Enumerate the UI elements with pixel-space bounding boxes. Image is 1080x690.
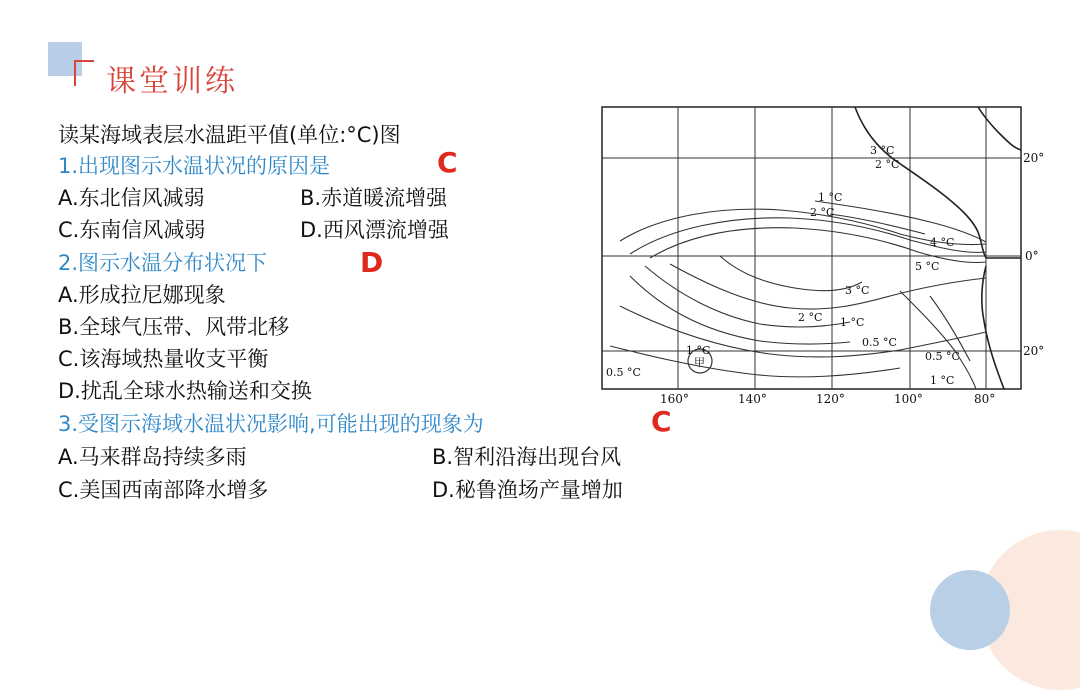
question-3-option-a: A.马来群岛持续多雨 — [58, 445, 247, 469]
latitude-label: 0° — [1025, 249, 1039, 263]
question-1-option-c: C.东南信风减弱 — [58, 218, 206, 242]
intro-text: 读某海域表层水温距平值(单位:°C)图 — [58, 123, 401, 147]
question-1-stem: 1.出现图示水温状况的原因是 — [58, 154, 331, 178]
isotherm-label: 0.5 °C — [606, 366, 641, 379]
question-2-stem: 2.图示水温分布状况下 — [58, 251, 268, 275]
title-bracket — [74, 60, 94, 86]
question-2-option-c: C.该海域热量收支平衡 — [58, 347, 269, 371]
longitude-label: 160° — [660, 392, 689, 406]
isotherm-label: 1 °C — [930, 374, 955, 387]
isotherm-label: 1 °C — [840, 316, 865, 329]
isotherm-label: 1 °C — [686, 344, 711, 357]
question-1-option-b: B.赤道暖流增强 — [300, 186, 448, 210]
isotherm-label: 3 °C — [870, 144, 895, 157]
question-2-answer: D — [360, 246, 384, 279]
isotherm-label: 0.5 °C — [862, 336, 897, 349]
question-1-option-d: D.西风漂流增强 — [300, 218, 449, 242]
question-2-option-a: A.形成拉尼娜现象 — [58, 283, 226, 307]
question-3-answer: C — [651, 405, 672, 438]
isotherm-label: 2 °C — [810, 206, 835, 219]
question-3-stem: 3.受图示海域水温状况影响,可能出现的现象为 — [58, 412, 484, 436]
longitude-labels — [660, 392, 995, 406]
isotherm-label: 2 °C — [875, 158, 900, 171]
page-title: 课堂训练 — [106, 64, 238, 99]
latitude-label: 20° — [1023, 344, 1045, 358]
point-label: 甲 — [694, 356, 705, 369]
isotherm-label: 4 °C — [930, 236, 955, 249]
decorative-circle-blue — [930, 570, 1010, 650]
isotherm-label: 2 °C — [798, 311, 823, 324]
isotherm-label: 5 °C — [915, 260, 940, 273]
isotherm-label: 0.5 °C — [925, 350, 960, 363]
question-2-option-b: B.全球气压带、风带北移 — [58, 315, 290, 339]
longitude-label: 100° — [894, 392, 923, 406]
isotherm-label: 1 °C — [818, 191, 843, 204]
latitude-labels — [1023, 151, 1044, 358]
longitude-label: 120° — [816, 392, 845, 406]
question-3-option-b: B.智利沿海出现台风 — [432, 445, 622, 469]
isotherm-label: 3 °C — [845, 284, 870, 297]
question-3-option-c: C.美国西南部降水增多 — [58, 478, 269, 502]
question-1-answer: C — [437, 146, 458, 179]
latitude-label: 20° — [1023, 151, 1045, 165]
question-3-option-d: D.秘鲁渔场产量增加 — [432, 478, 623, 502]
question-2-option-d: D.扰乱全球水热输送和交换 — [58, 379, 312, 403]
question-1-option-a: A.东北信风减弱 — [58, 186, 205, 210]
longitude-label: 140° — [738, 392, 767, 406]
longitude-label: 80° — [974, 392, 996, 406]
map-frame — [602, 107, 1021, 389]
sea-temperature-anomaly-map — [600, 106, 1050, 406]
